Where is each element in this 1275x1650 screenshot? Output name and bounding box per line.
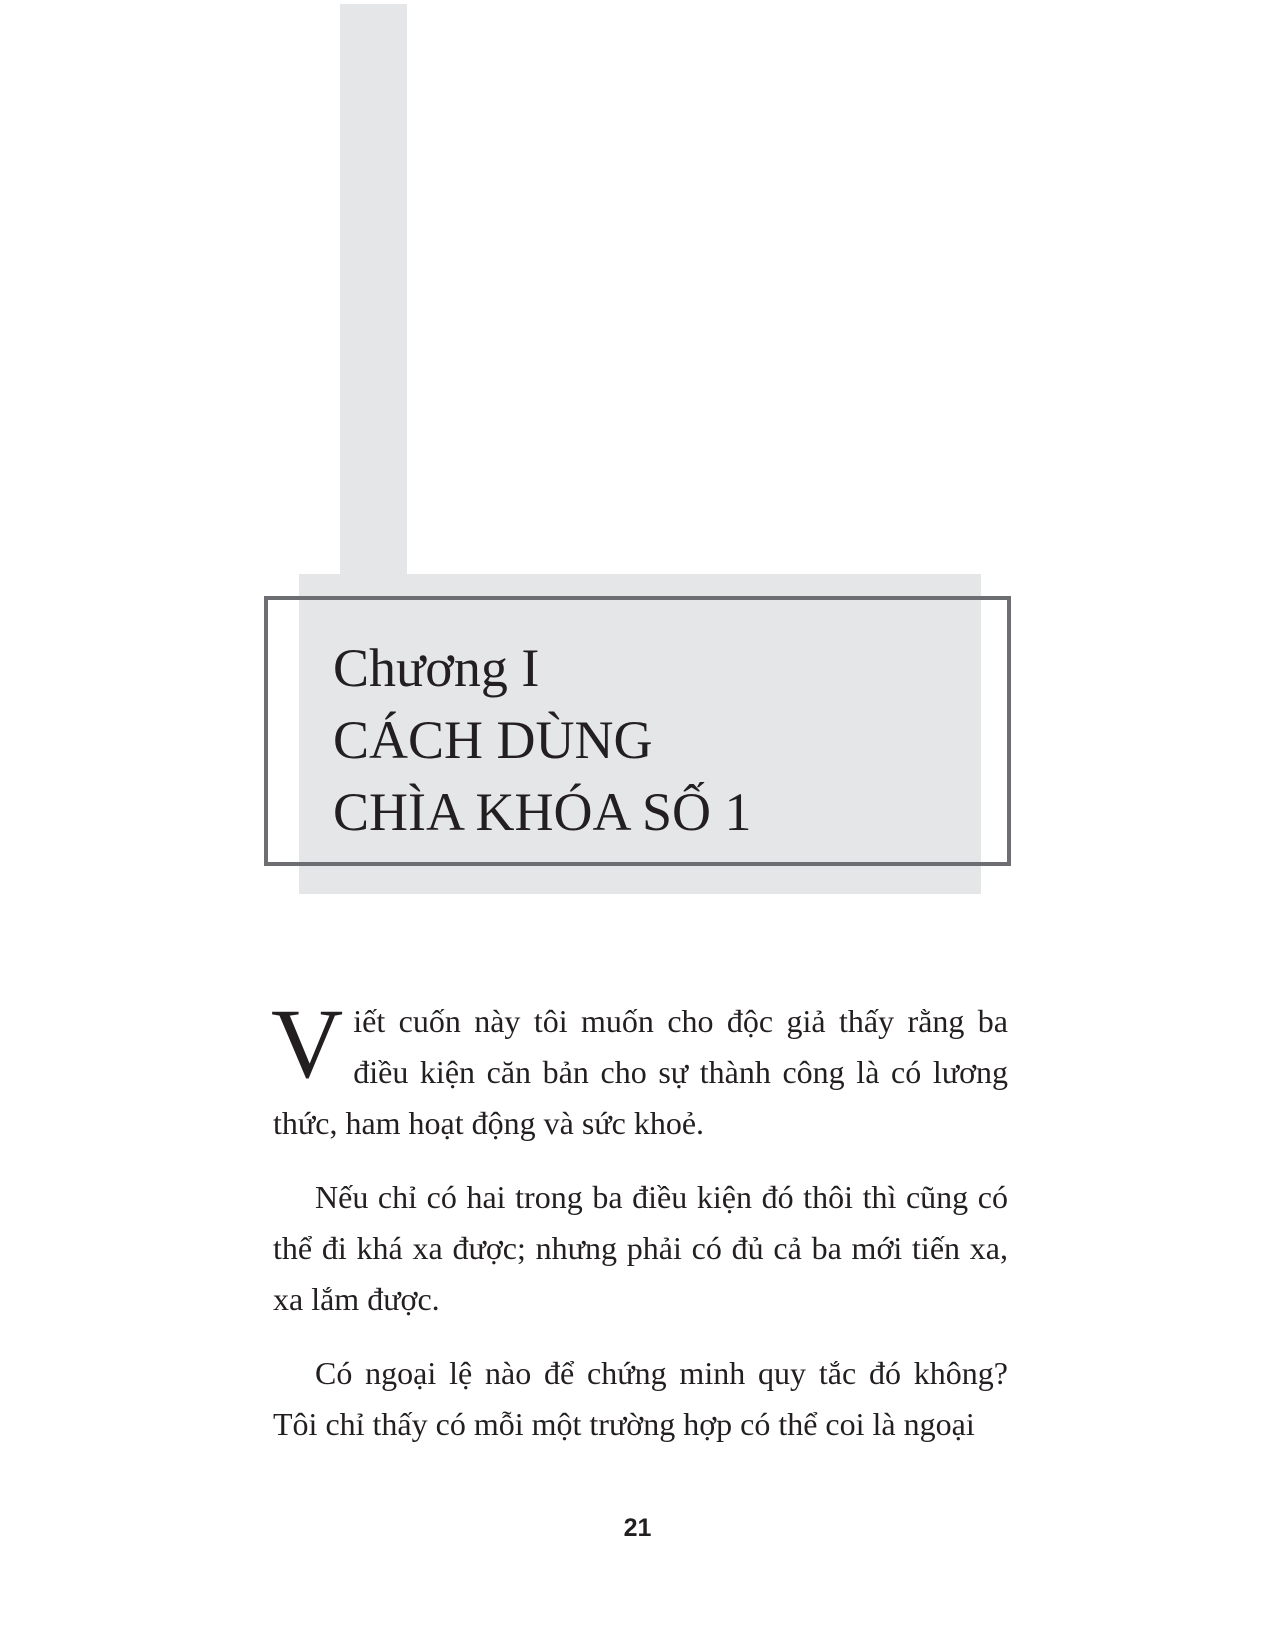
chapter-title-line-2: CHÌA KHÓA SỐ 1 bbox=[333, 782, 752, 842]
page-number: 21 bbox=[623, 1514, 652, 1542]
paragraph-1 bbox=[271, 988, 1008, 1149]
drop-cap: V bbox=[271, 988, 344, 1099]
chapter-title-line-1: CÁCH DÙNG bbox=[333, 710, 653, 770]
chapter-number: Chương I bbox=[333, 638, 540, 698]
paragraph-1-text: iết cuốn này tôi muốn cho độc giả thấy rằng ba điều kiện căn bản cho sự thành công là có lương thức, ham hoạt động và sức khoẻ. bbox=[273, 1003, 1008, 1141]
paragraph-2: Nếu chỉ có hai trong ba điều kiện đó thôi thì cũng có thể đi khá xa được; nhưng phải có đủ cả ba mới tiến xa, xa lắm được. bbox=[273, 1179, 1008, 1317]
body-text bbox=[271, 988, 1008, 1473]
decorative-vertical-bar bbox=[340, 4, 407, 576]
paragraph-3: Có ngoại lệ nào để chứng minh quy tắc đó không? Tôi chỉ thấy có mỗi một trường hợp có thể coi là ngoại bbox=[273, 1355, 1008, 1442]
chapter-heading bbox=[333, 632, 953, 848]
